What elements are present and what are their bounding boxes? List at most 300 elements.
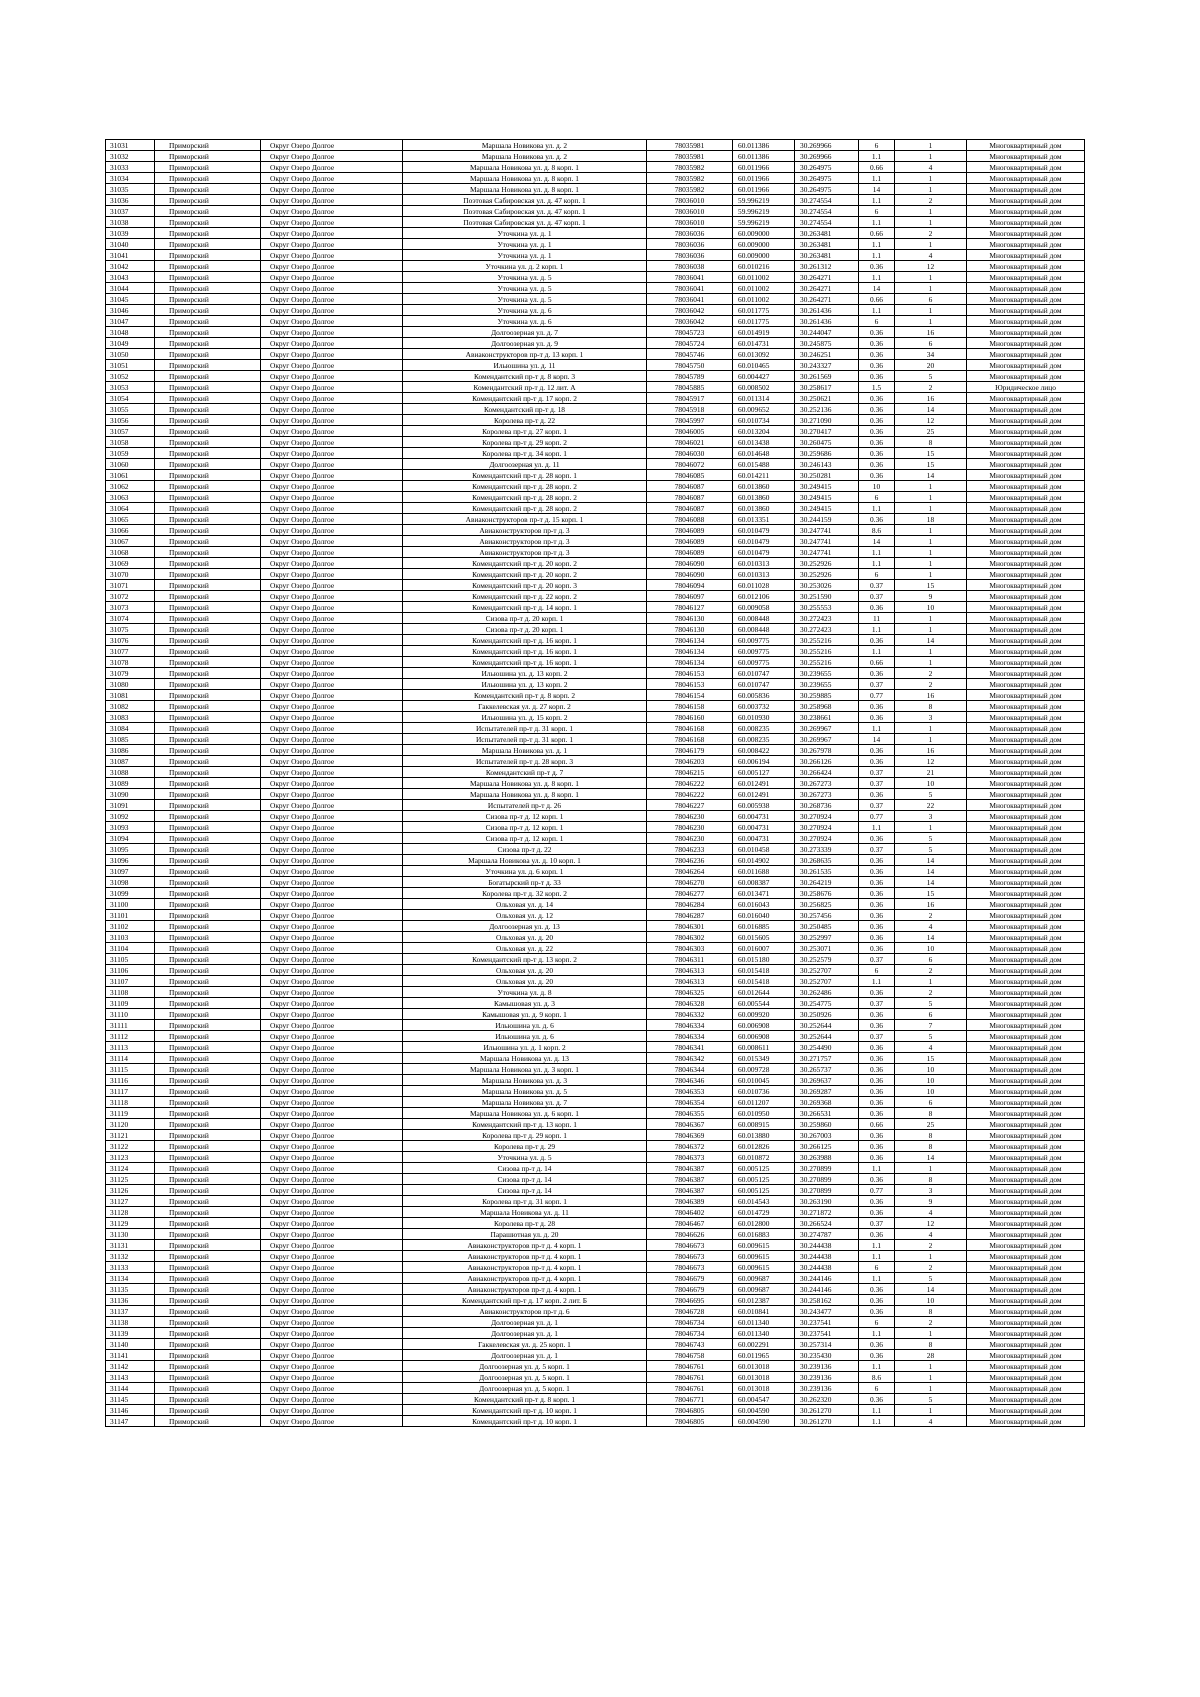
latitude-cell: 60.011028 bbox=[733, 580, 795, 591]
record-id-cell: 31039 bbox=[106, 228, 155, 239]
table-row bbox=[106, 1086, 1085, 1097]
longitude-cell: 30.243477 bbox=[795, 1306, 859, 1317]
building-type-cell: Многоквартирный дом bbox=[967, 1262, 1085, 1273]
longitude-cell: 30.239136 bbox=[795, 1372, 859, 1383]
longitude-cell: 30.262320 bbox=[795, 1394, 859, 1405]
building-type-cell: Многоквартирный дом bbox=[967, 294, 1085, 305]
area-cell: 0.37 bbox=[859, 844, 895, 855]
municipal-okrug-cell: Округ Озеро Долгое bbox=[261, 525, 403, 536]
district-cell: Приморский bbox=[155, 1284, 261, 1295]
count-cell: 1 bbox=[895, 492, 967, 503]
longitude-cell: 30.235430 bbox=[795, 1350, 859, 1361]
municipal-okrug-cell: Округ Озеро Долгое bbox=[261, 635, 403, 646]
count-cell: 6 bbox=[895, 338, 967, 349]
district-cell: Приморский bbox=[155, 360, 261, 371]
longitude-cell: 30.258162 bbox=[795, 1295, 859, 1306]
code-cell: 78045997 bbox=[647, 415, 733, 426]
code-cell: 78046313 bbox=[647, 965, 733, 976]
municipal-okrug-cell: Округ Озеро Долгое bbox=[261, 1394, 403, 1405]
latitude-cell: 60.013860 bbox=[733, 503, 795, 514]
longitude-cell: 30.249415 bbox=[795, 481, 859, 492]
area-cell: 1.1 bbox=[859, 305, 895, 316]
table-row bbox=[106, 547, 1085, 558]
code-cell: 78046168 bbox=[647, 723, 733, 734]
building-type-cell: Многоквартирный дом bbox=[967, 558, 1085, 569]
count-cell: 2 bbox=[895, 910, 967, 921]
district-cell: Приморский bbox=[155, 833, 261, 844]
address-cell: Комендантский пр-т д. 16 корп. 1 bbox=[403, 657, 647, 668]
address-cell: Ильюшина ул. д. 11 bbox=[403, 360, 647, 371]
building-type-cell: Многоквартирный дом bbox=[967, 1240, 1085, 1251]
table-row bbox=[106, 1196, 1085, 1207]
building-type-cell: Многоквартирный дом bbox=[967, 679, 1085, 690]
municipal-okrug-cell: Округ Озеро Долгое bbox=[261, 272, 403, 283]
district-cell: Приморский bbox=[155, 1141, 261, 1152]
municipal-okrug-cell: Округ Озеро Долгое bbox=[261, 657, 403, 668]
longitude-cell: 30.244159 bbox=[795, 514, 859, 525]
municipal-okrug-cell: Округ Озеро Долгое bbox=[261, 1383, 403, 1394]
count-cell: 8 bbox=[895, 1130, 967, 1141]
table-row bbox=[106, 1141, 1085, 1152]
district-cell: Приморский bbox=[155, 1416, 261, 1427]
building-type-cell: Многоквартирный дом bbox=[967, 800, 1085, 811]
count-cell: 16 bbox=[895, 690, 967, 701]
municipal-okrug-cell: Округ Озеро Долгое bbox=[261, 646, 403, 657]
address-cell: Маршала Новикова ул. д. 6 корп. 1 bbox=[403, 1108, 647, 1119]
district-cell: Приморский bbox=[155, 1361, 261, 1372]
latitude-cell: 60.010841 bbox=[733, 1306, 795, 1317]
district-cell: Приморский bbox=[155, 899, 261, 910]
district-cell: Приморский bbox=[155, 690, 261, 701]
count-cell: 1 bbox=[895, 536, 967, 547]
latitude-cell: 60.005125 bbox=[733, 1163, 795, 1174]
municipal-okrug-cell: Округ Озеро Долгое bbox=[261, 1042, 403, 1053]
record-id-cell: 31075 bbox=[106, 624, 155, 635]
area-cell: 1.1 bbox=[859, 195, 895, 206]
district-cell: Приморский bbox=[155, 668, 261, 679]
table-row bbox=[106, 789, 1085, 800]
building-type-cell: Многоквартирный дом bbox=[967, 1075, 1085, 1086]
table-row bbox=[106, 1097, 1085, 1108]
record-id-cell: 31118 bbox=[106, 1097, 155, 1108]
code-cell: 78046325 bbox=[647, 987, 733, 998]
district-cell: Приморский bbox=[155, 184, 261, 195]
building-type-cell: Многоквартирный дом bbox=[967, 1416, 1085, 1427]
building-type-cell: Многоквартирный дом bbox=[967, 767, 1085, 778]
latitude-cell: 60.016885 bbox=[733, 921, 795, 932]
longitude-cell: 30.252644 bbox=[795, 1020, 859, 1031]
table-row bbox=[106, 404, 1085, 415]
address-cell: Ольховая ул. д. 14 bbox=[403, 899, 647, 910]
code-cell: 78046215 bbox=[647, 767, 733, 778]
area-cell: 0.36 bbox=[859, 1042, 895, 1053]
code-cell: 78046734 bbox=[647, 1328, 733, 1339]
municipal-okrug-cell: Округ Озеро Долгое bbox=[261, 844, 403, 855]
municipal-okrug-cell: Округ Озеро Долгое bbox=[261, 965, 403, 976]
code-cell: 78046311 bbox=[647, 954, 733, 965]
district-cell: Приморский bbox=[155, 789, 261, 800]
municipal-okrug-cell: Округ Озеро Долгое bbox=[261, 151, 403, 162]
district-cell: Приморский bbox=[155, 217, 261, 228]
longitude-cell: 30.247741 bbox=[795, 547, 859, 558]
count-cell: 10 bbox=[895, 1064, 967, 1075]
code-cell: 78046021 bbox=[647, 437, 733, 448]
count-cell: 2 bbox=[895, 668, 967, 679]
municipal-okrug-cell: Округ Озеро Долгое bbox=[261, 690, 403, 701]
municipal-okrug-cell: Округ Озеро Долгое bbox=[261, 481, 403, 492]
count-cell: 1 bbox=[895, 569, 967, 580]
address-cell: Комендантский пр-т д. 20 корп. 3 bbox=[403, 580, 647, 591]
municipal-okrug-cell: Округ Озеро Долгое bbox=[261, 250, 403, 261]
table-row bbox=[106, 1317, 1085, 1328]
table-row bbox=[106, 921, 1085, 932]
address-cell: Королева пр-т д. 22 bbox=[403, 415, 647, 426]
district-cell: Приморский bbox=[155, 844, 261, 855]
record-id-cell: 31116 bbox=[106, 1075, 155, 1086]
count-cell: 16 bbox=[895, 899, 967, 910]
latitude-cell: 60.004590 bbox=[733, 1416, 795, 1427]
municipal-okrug-cell: Округ Озеро Долгое bbox=[261, 954, 403, 965]
area-cell: 0.36 bbox=[859, 327, 895, 338]
latitude-cell: 60.004427 bbox=[733, 371, 795, 382]
count-cell: 14 bbox=[895, 1152, 967, 1163]
building-type-cell: Многоквартирный дом bbox=[967, 954, 1085, 965]
municipal-okrug-cell: Округ Озеро Долгое bbox=[261, 294, 403, 305]
district-cell: Приморский bbox=[155, 701, 261, 712]
code-cell: 78046673 bbox=[647, 1251, 733, 1262]
longitude-cell: 30.266126 bbox=[795, 756, 859, 767]
latitude-cell: 60.009728 bbox=[733, 1064, 795, 1075]
code-cell: 78046341 bbox=[647, 1042, 733, 1053]
building-type-cell: Многоквартирный дом bbox=[967, 547, 1085, 558]
address-cell: Авиаконструкторов пр-т д. 13 корп. 1 bbox=[403, 349, 647, 360]
latitude-cell: 60.008448 bbox=[733, 613, 795, 624]
latitude-cell: 60.009687 bbox=[733, 1284, 795, 1295]
code-cell: 78046284 bbox=[647, 899, 733, 910]
count-cell: 5 bbox=[895, 789, 967, 800]
longitude-cell: 30.264271 bbox=[795, 283, 859, 294]
count-cell: 3 bbox=[895, 811, 967, 822]
district-cell: Приморский bbox=[155, 305, 261, 316]
record-id-cell: 31033 bbox=[106, 162, 155, 173]
address-cell: Испытателей пр-т д. 26 bbox=[403, 800, 647, 811]
area-cell: 0.37 bbox=[859, 591, 895, 602]
latitude-cell: 60.006908 bbox=[733, 1031, 795, 1042]
latitude-cell: 60.009058 bbox=[733, 602, 795, 613]
table-row bbox=[106, 569, 1085, 580]
table-row bbox=[106, 1053, 1085, 1064]
count-cell: 14 bbox=[895, 932, 967, 943]
code-cell: 78046160 bbox=[647, 712, 733, 723]
building-type-cell: Многоквартирный дом bbox=[967, 1119, 1085, 1130]
longitude-cell: 30.246143 bbox=[795, 459, 859, 470]
district-cell: Приморский bbox=[155, 646, 261, 657]
count-cell: 15 bbox=[895, 580, 967, 591]
code-cell: 78046387 bbox=[647, 1174, 733, 1185]
building-type-cell: Многоквартирный дом bbox=[967, 261, 1085, 272]
building-type-cell: Многоквартирный дом bbox=[967, 745, 1085, 756]
building-type-cell: Многоквартирный дом bbox=[967, 415, 1085, 426]
code-cell: 78046342 bbox=[647, 1053, 733, 1064]
latitude-cell: 60.014902 bbox=[733, 855, 795, 866]
longitude-cell: 30.262486 bbox=[795, 987, 859, 998]
district-cell: Приморский bbox=[155, 855, 261, 866]
record-id-cell: 31109 bbox=[106, 998, 155, 1009]
municipal-okrug-cell: Округ Озеро Долгое bbox=[261, 536, 403, 547]
municipal-okrug-cell: Округ Озеро Долгое bbox=[261, 349, 403, 360]
latitude-cell: 59.996219 bbox=[733, 217, 795, 228]
building-type-cell: Многоквартирный дом bbox=[967, 173, 1085, 184]
address-cell: Ольховая ул. д. 20 bbox=[403, 976, 647, 987]
address-cell: Авиаконструкторов пр-т д. 4 корп. 1 bbox=[403, 1251, 647, 1262]
count-cell: 2 bbox=[895, 382, 967, 393]
record-id-cell: 31107 bbox=[106, 976, 155, 987]
count-cell: 2 bbox=[895, 195, 967, 206]
municipal-okrug-cell: Округ Озеро Долгое bbox=[261, 448, 403, 459]
record-id-cell: 31087 bbox=[106, 756, 155, 767]
municipal-okrug-cell: Округ Озеро Долгое bbox=[261, 569, 403, 580]
record-id-cell: 31088 bbox=[106, 767, 155, 778]
longitude-cell: 30.269967 bbox=[795, 734, 859, 745]
area-cell: 1.1 bbox=[859, 822, 895, 833]
building-type-cell: Многоквартирный дом bbox=[967, 976, 1085, 987]
district-cell: Приморский bbox=[155, 1053, 261, 1064]
district-cell: Приморский bbox=[155, 525, 261, 536]
table-row bbox=[106, 140, 1085, 151]
building-type-cell: Многоквартирный дом bbox=[967, 712, 1085, 723]
address-cell: Маршала Новикова ул. д. 13 bbox=[403, 1053, 647, 1064]
building-type-cell: Многоквартирный дом bbox=[967, 778, 1085, 789]
longitude-cell: 30.269966 bbox=[795, 151, 859, 162]
longitude-cell: 30.250281 bbox=[795, 470, 859, 481]
count-cell: 1 bbox=[895, 1328, 967, 1339]
longitude-cell: 30.267273 bbox=[795, 778, 859, 789]
longitude-cell: 30.239136 bbox=[795, 1383, 859, 1394]
district-cell: Приморский bbox=[155, 195, 261, 206]
latitude-cell: 60.015605 bbox=[733, 932, 795, 943]
longitude-cell: 30.253071 bbox=[795, 943, 859, 954]
record-id-cell: 31111 bbox=[106, 1020, 155, 1031]
municipal-okrug-cell: Округ Озеро Долгое bbox=[261, 624, 403, 635]
address-cell: Маршала Новикова ул. д. 8 корп. 1 bbox=[403, 778, 647, 789]
district-cell: Приморский bbox=[155, 1086, 261, 1097]
district-cell: Приморский bbox=[155, 448, 261, 459]
latitude-cell: 60.009615 bbox=[733, 1262, 795, 1273]
area-cell: 14 bbox=[859, 283, 895, 294]
code-cell: 78036041 bbox=[647, 272, 733, 283]
code-cell: 78046761 bbox=[647, 1361, 733, 1372]
table-row bbox=[106, 1207, 1085, 1218]
longitude-cell: 30.272423 bbox=[795, 613, 859, 624]
address-cell: Ольховая ул. д. 20 bbox=[403, 965, 647, 976]
table-row bbox=[106, 943, 1085, 954]
address-cell: Маршала Новикова ул. д. 7 bbox=[403, 1097, 647, 1108]
municipal-okrug-cell: Округ Озеро Долгое bbox=[261, 1097, 403, 1108]
count-cell: 20 bbox=[895, 360, 967, 371]
longitude-cell: 30.252997 bbox=[795, 932, 859, 943]
code-cell: 78045723 bbox=[647, 327, 733, 338]
code-cell: 78046233 bbox=[647, 844, 733, 855]
municipal-okrug-cell: Округ Озеро Долгое bbox=[261, 756, 403, 767]
count-cell: 4 bbox=[895, 250, 967, 261]
area-cell: 6 bbox=[859, 316, 895, 327]
building-type-cell: Многоквартирный дом bbox=[967, 1306, 1085, 1317]
count-cell: 1 bbox=[895, 239, 967, 250]
code-cell: 78035981 bbox=[647, 140, 733, 151]
municipal-okrug-cell: Округ Озеро Долгое bbox=[261, 866, 403, 877]
longitude-cell: 30.266524 bbox=[795, 1218, 859, 1229]
longitude-cell: 30.274554 bbox=[795, 195, 859, 206]
municipal-okrug-cell: Округ Озеро Долгое bbox=[261, 503, 403, 514]
district-cell: Приморский bbox=[155, 404, 261, 415]
longitude-cell: 30.250926 bbox=[795, 1009, 859, 1020]
longitude-cell: 30.264271 bbox=[795, 272, 859, 283]
address-cell: Уточкина ул. д. 1 bbox=[403, 228, 647, 239]
table-row bbox=[106, 184, 1085, 195]
area-cell: 0.36 bbox=[859, 899, 895, 910]
municipal-okrug-cell: Округ Озеро Долгое bbox=[261, 591, 403, 602]
municipal-okrug-cell: Округ Озеро Долгое bbox=[261, 140, 403, 151]
municipal-okrug-cell: Округ Озеро Долгое bbox=[261, 712, 403, 723]
area-cell: 0.36 bbox=[859, 910, 895, 921]
district-cell: Приморский bbox=[155, 503, 261, 514]
area-cell: 0.36 bbox=[859, 1295, 895, 1306]
record-id-cell: 31144 bbox=[106, 1383, 155, 1394]
code-cell: 78046758 bbox=[647, 1350, 733, 1361]
count-cell: 9 bbox=[895, 1196, 967, 1207]
code-cell: 78046203 bbox=[647, 756, 733, 767]
area-cell: 0.36 bbox=[859, 1306, 895, 1317]
code-cell: 78045724 bbox=[647, 338, 733, 349]
building-type-cell: Многоквартирный дом bbox=[967, 536, 1085, 547]
latitude-cell: 60.012387 bbox=[733, 1295, 795, 1306]
building-type-cell: Многоквартирный дом bbox=[967, 855, 1085, 866]
count-cell: 2 bbox=[895, 987, 967, 998]
address-cell: Комендантский пр-т д. 14 корп. 1 bbox=[403, 602, 647, 613]
building-type-cell: Многоквартирный дом bbox=[967, 481, 1085, 492]
count-cell: 10 bbox=[895, 602, 967, 613]
municipal-okrug-cell: Округ Озеро Долгое bbox=[261, 1031, 403, 1042]
district-cell: Приморский bbox=[155, 316, 261, 327]
building-type-cell: Многоквартирный дом bbox=[967, 932, 1085, 943]
code-cell: 78046179 bbox=[647, 745, 733, 756]
count-cell: 1 bbox=[895, 1405, 967, 1416]
count-cell: 34 bbox=[895, 349, 967, 360]
district-cell: Приморский bbox=[155, 965, 261, 976]
latitude-cell: 60.011002 bbox=[733, 272, 795, 283]
table-row bbox=[106, 371, 1085, 382]
district-cell: Приморский bbox=[155, 921, 261, 932]
latitude-cell: 60.009615 bbox=[733, 1240, 795, 1251]
table-row bbox=[106, 1218, 1085, 1229]
longitude-cell: 30.261270 bbox=[795, 1405, 859, 1416]
district-cell: Приморский bbox=[155, 1119, 261, 1130]
record-id-cell: 31076 bbox=[106, 635, 155, 646]
table-row bbox=[106, 1229, 1085, 1240]
address-cell: Королева пр-т д. 27 корп. 1 bbox=[403, 426, 647, 437]
latitude-cell: 60.010747 bbox=[733, 668, 795, 679]
code-cell: 78046270 bbox=[647, 877, 733, 888]
table-row bbox=[106, 833, 1085, 844]
record-id-cell: 31098 bbox=[106, 877, 155, 888]
area-cell: 0.37 bbox=[859, 1031, 895, 1042]
table-row bbox=[106, 855, 1085, 866]
municipal-okrug-cell: Округ Озеро Долгое bbox=[261, 305, 403, 316]
count-cell: 15 bbox=[895, 888, 967, 899]
longitude-cell: 30.257456 bbox=[795, 910, 859, 921]
longitude-cell: 30.251590 bbox=[795, 591, 859, 602]
latitude-cell: 60.016883 bbox=[733, 1229, 795, 1240]
table-row bbox=[106, 1108, 1085, 1119]
municipal-okrug-cell: Округ Озеро Долгое bbox=[261, 1075, 403, 1086]
table-row bbox=[106, 1185, 1085, 1196]
area-cell: 0.36 bbox=[859, 932, 895, 943]
area-cell: 0.36 bbox=[859, 1229, 895, 1240]
table-row bbox=[106, 1163, 1085, 1174]
latitude-cell: 60.009920 bbox=[733, 1009, 795, 1020]
area-cell: 14 bbox=[859, 536, 895, 547]
count-cell: 1 bbox=[895, 217, 967, 228]
count-cell: 1 bbox=[895, 140, 967, 151]
municipal-okrug-cell: Округ Озеро Долгое bbox=[261, 1350, 403, 1361]
area-cell: 1.1 bbox=[859, 173, 895, 184]
latitude-cell: 60.010736 bbox=[733, 1086, 795, 1097]
address-cell: Комендантский пр-т д. 28 корп. 2 bbox=[403, 503, 647, 514]
municipal-okrug-cell: Округ Озеро Долгое bbox=[261, 613, 403, 624]
count-cell: 25 bbox=[895, 426, 967, 437]
latitude-cell: 60.011775 bbox=[733, 305, 795, 316]
record-id-cell: 31069 bbox=[106, 558, 155, 569]
latitude-cell: 60.013860 bbox=[733, 481, 795, 492]
record-id-cell: 31137 bbox=[106, 1306, 155, 1317]
latitude-cell: 60.013018 bbox=[733, 1383, 795, 1394]
table-row bbox=[106, 393, 1085, 404]
district-cell: Приморский bbox=[155, 877, 261, 888]
table-row bbox=[106, 591, 1085, 602]
municipal-okrug-cell: Округ Озеро Долгое bbox=[261, 437, 403, 448]
address-cell: Комендантский пр-т д. 8 корп. 2 bbox=[403, 690, 647, 701]
table-row bbox=[106, 778, 1085, 789]
record-id-cell: 31045 bbox=[106, 294, 155, 305]
longitude-cell: 30.263481 bbox=[795, 239, 859, 250]
municipal-okrug-cell: Округ Озеро Долгое bbox=[261, 1372, 403, 1383]
latitude-cell: 59.996219 bbox=[733, 195, 795, 206]
latitude-cell: 60.005127 bbox=[733, 767, 795, 778]
district-cell: Приморский bbox=[155, 613, 261, 624]
latitude-cell: 60.011340 bbox=[733, 1328, 795, 1339]
latitude-cell: 60.013092 bbox=[733, 349, 795, 360]
count-cell: 1 bbox=[895, 1361, 967, 1372]
code-cell: 78046227 bbox=[647, 800, 733, 811]
code-cell: 78046626 bbox=[647, 1229, 733, 1240]
district-cell: Приморский bbox=[155, 1350, 261, 1361]
longitude-cell: 30.263481 bbox=[795, 228, 859, 239]
building-type-cell: Многоквартирный дом bbox=[967, 822, 1085, 833]
area-cell: 0.36 bbox=[859, 855, 895, 866]
district-cell: Приморский bbox=[155, 1295, 261, 1306]
table-row bbox=[106, 1064, 1085, 1075]
building-type-cell: Многоквартирный дом bbox=[967, 1064, 1085, 1075]
building-type-cell: Многоквартирный дом bbox=[967, 349, 1085, 360]
latitude-cell: 60.009775 bbox=[733, 635, 795, 646]
building-type-cell: Многоквартирный дом bbox=[967, 1207, 1085, 1218]
longitude-cell: 30.269368 bbox=[795, 1097, 859, 1108]
code-cell: 78046679 bbox=[647, 1273, 733, 1284]
latitude-cell: 60.010045 bbox=[733, 1075, 795, 1086]
municipal-okrug-cell: Округ Озеро Долгое bbox=[261, 701, 403, 712]
longitude-cell: 30.244438 bbox=[795, 1262, 859, 1273]
address-cell: Ольховая ул. д. 12 bbox=[403, 910, 647, 921]
